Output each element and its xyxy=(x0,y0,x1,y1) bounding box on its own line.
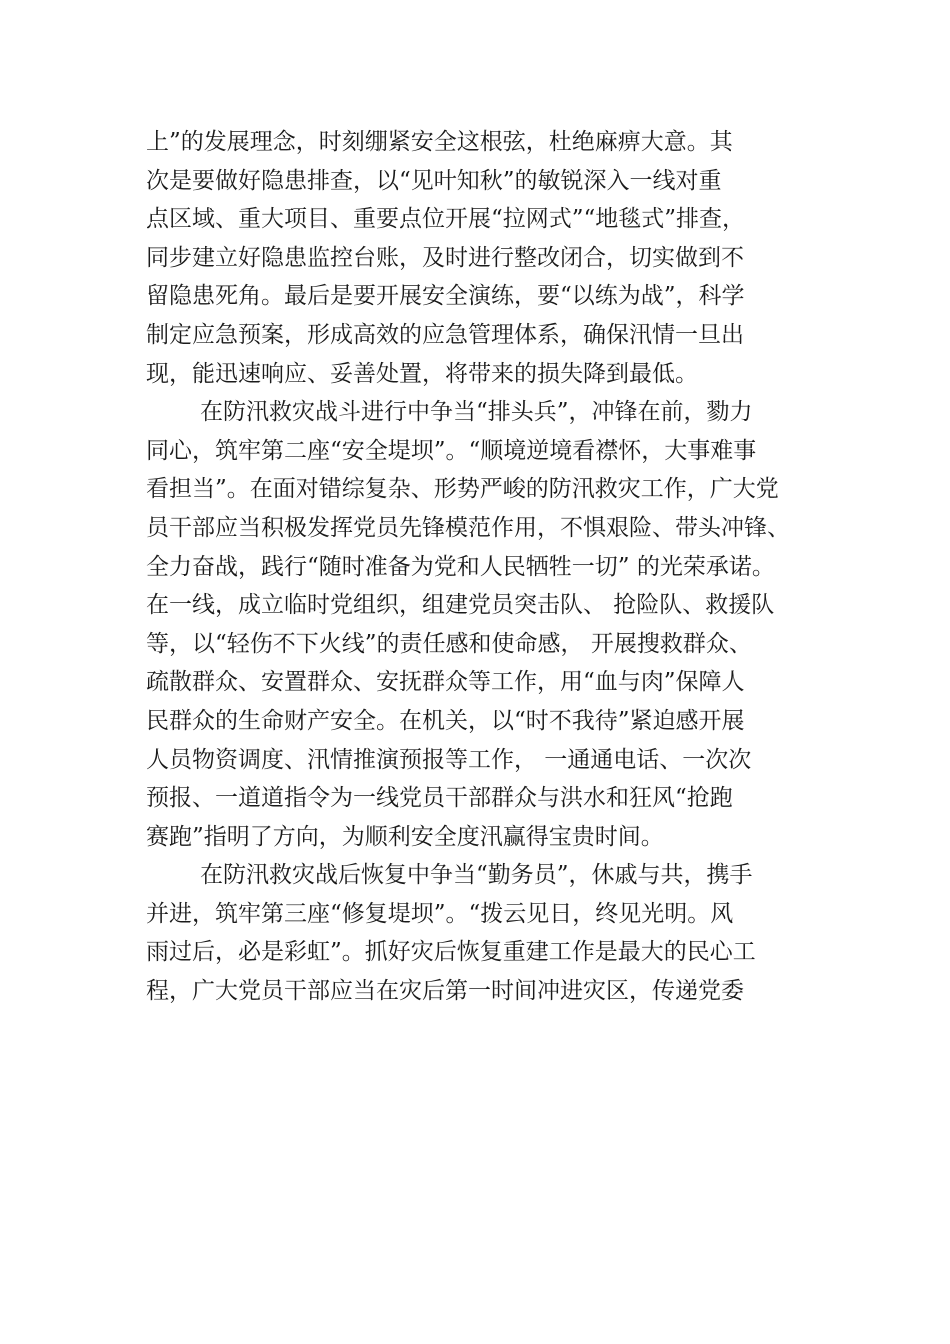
text-line: 全力奋战，践行“随时准备为党和人民牺牲一切” 的光荣承诺。 xyxy=(146,553,775,580)
text-line: 民群众的生命财产安全。在机关，以“时不我待”紧迫感开展 xyxy=(146,707,745,734)
text-line: 赛跑”指明了方向，为顺利安全度汛赢得宝贵时间。 xyxy=(146,823,664,850)
text-line: 留隐患死角。最后是要开展安全演练，要“以练为战”，科学 xyxy=(146,283,745,310)
text-line: 员干部应当积极发挥党员先锋模范作用，不惧艰险、带头冲锋、 xyxy=(146,514,790,541)
text-line: 同步建立好隐患监控台账，及时进行整改闭合，切实做到不 xyxy=(146,244,744,271)
paragraph-first-line: 在防汛救灾战后恢复中争当“勤务员”，休戚与共，携手 xyxy=(200,862,753,889)
text-line: 疏散群众、安置群众、安抚群众等工作，用“血与肉”保障人 xyxy=(146,669,745,696)
text-line: 雨过后，必是彩虹”。抓好灾后恢复重建工作是最大的民心工 xyxy=(146,939,756,966)
text-line: 程，广大党员干部应当在灾后第一时间冲进灾区，传递党委 xyxy=(146,978,744,1005)
text-line: 同心，筑牢第二座“安全堤坝”。“顺境逆境看襟怀，大事难事 xyxy=(146,437,757,464)
text-line: 并进，筑牢第三座“修复堤坝”。“拨云见日，终见光明。风 xyxy=(146,900,734,927)
text-line: 次是要做好隐患排查，以“见叶知秋”的敏锐深入一线对重 xyxy=(146,167,722,194)
body-text xyxy=(146,123,846,1011)
text-line: 等，以“轻伤不下火线”的责任感和使命感， 开展搜救群众、 xyxy=(146,630,752,657)
text-line: 人员物资调度、汛情推演预报等工作， 一通通电话、一次次 xyxy=(146,746,752,773)
text-line: 制定应急预案，形成高效的应急管理体系，确保汛情一旦出 xyxy=(146,321,744,348)
text-line: 预报、一道道指令为一线党员干部群众与洪水和狂风“抢跑 xyxy=(146,785,733,812)
paragraph-first-line: 在防汛救灾战斗进行中争当“排头兵”，冲锋在前，勠力 xyxy=(200,399,753,426)
text-line: 点区域、重大项目、重要点位开展“拉网式”“地毯式”排查， xyxy=(146,206,746,233)
text-line: 在一线，成立临时党组织，组建党员突击队、 抢险队、救援队 xyxy=(146,592,775,619)
text-line: 现，能迅速响应、妥善处置，将带来的损失降到最低。 xyxy=(146,360,698,387)
text-line: 看担当”。在面对错综复杂、形势严峻的防汛救灾工作，广大党 xyxy=(146,476,779,503)
text-line: 上”的发展理念，时刻绷紧安全这根弦，杜绝麻痹大意。其 xyxy=(146,129,733,155)
